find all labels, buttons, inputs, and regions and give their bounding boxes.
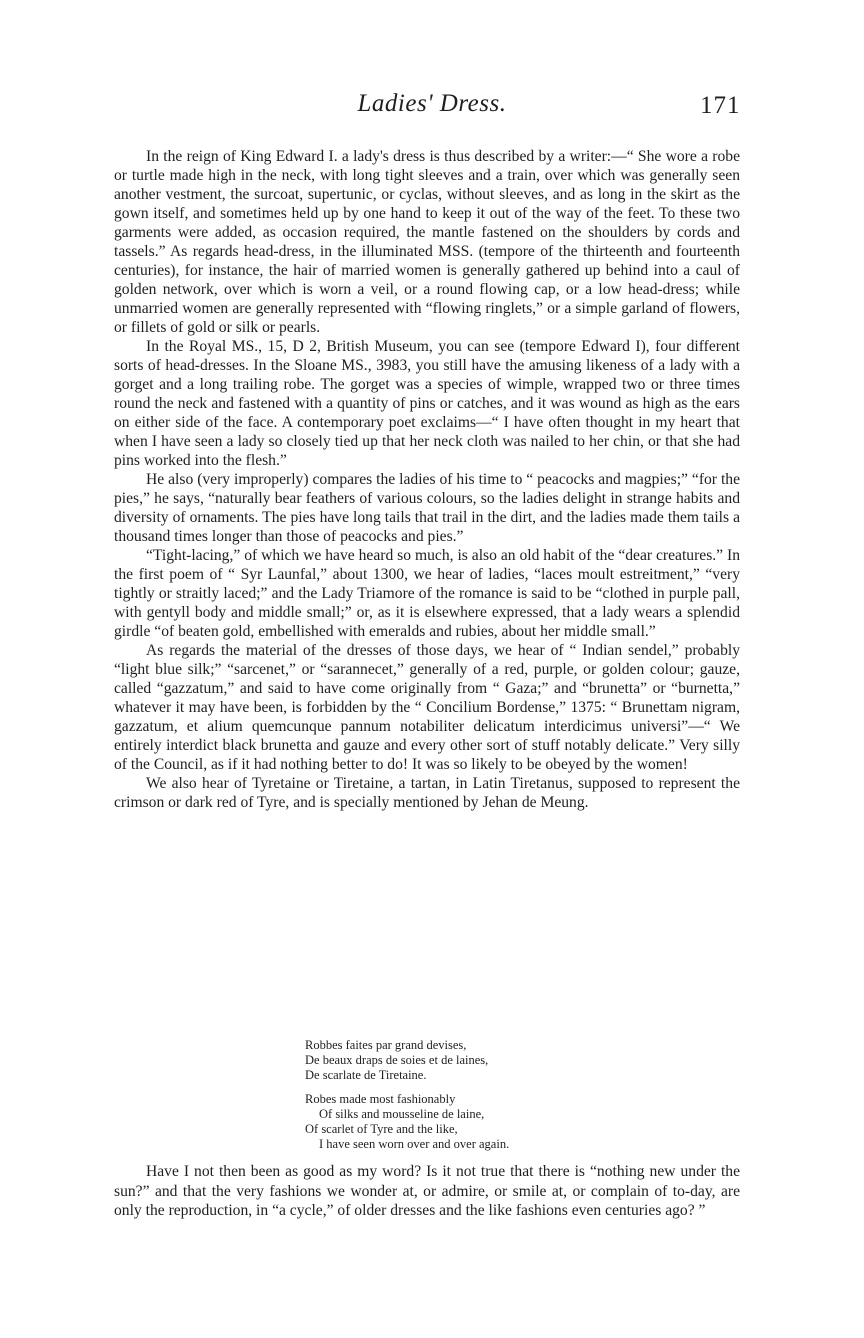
verse-line-english: Of scarlet of Tyre and the like, [305,1121,458,1136]
paragraph: As regards the material of the dresses of those days, we hear of “ Indian sendel,” probably “light blue silk;” “sarcenet,” or “sarannecet,” generally of a red, purple, or golden colour; gauze, called “gazzatum,” and said to have come originally from “ Gaza;” and “brunetta” or “burnetta,” whatever it may have been, is forbidden by the “ Concilium Bordense,” 1375: “ Brunettam nigram, gazzatum, et alium quemcunque pannum notabiliter delicatum interdicimus universi”—“ We entirely interdict black brunetta and gauze and every other sort of stuff notably delicate.” Very silly of the Council, as if it had nothing better to do! It was so likely to be obeyed by the women! [114,642,740,773]
verse-line-english: I have seen worn over and over again. [319,1136,510,1151]
running-title: Ladies' Dress. [357,90,507,117]
paragraph: In the reign of King Edward I. a lady's dress is thus described by a writer:—“ She wore a robe or turtle made high in the neck, with long tight sleeves and a train, over which was generally seen another vestment, the surcoat, supertunic, or cyclas, without sleeves, and as long in the skirt as the gown itself, and sometimes held up by one hand to keep it out of the way of the feet. To these two garments were added, as occasion required, the mantle fastened on the shoulders by cords and tassels.” As regards head-dress, in the illuminated MSS. (tempore of the thirteenth and fourteenth centuries), for instance, the hair of married women is generally gathered up behind into a caul of golden network, over which is worn a veil, or a round flowing cap, or a low head-dress; while unmarried women are generally represented with “flowing ringlets,” or a simple garland of flowers, or fillets of gold or silk or pearls. [114,148,740,336]
article-body [114,147,740,812]
paragraph: “Tight-lacing,” of which we have heard so much, is also an old habit of the “dear creatures.” In the first poem of “ Syr Launfal,” about 1300, we hear of ladies, “laces moult estreitment,” “very tightly or straitly laced;” and the Lady Triamore of the romance is said to be “clothed in purple pall, with gentyll body and middle small;” or, as it is elsewhere expressed, that a lady wears a splendid girdle “of beaten gold, embellished with emeralds and rubies, about her middle small.” [114,547,740,640]
verse-line-french: De beaux draps de soies et de laines, [305,1052,489,1067]
verse-quotation [305,1038,635,1152]
verse-line-english: Of silks and mousseline de laine, [319,1107,485,1122]
closing-paragraph: Have I not then been as good as my word? Is it not true that there is “nothing new under the sun?” and that the very fashions we wonder at, or admire, or smile at, or complain of to-day, are only the reproduction, in “a cycle,” of older dresses and the like fashions even centuries ago? ” [114,1163,740,1219]
paragraph: He also (very improperly) compares the ladies of his time to “ peacocks and magpies;” “for the pies,” he says, “naturally bear feathers of various colours, so the ladies delight in strange habits and diversity of ornaments. The pies have long tails that trail in the dirt, and the ladies made them tails a thousand times longer than those of peacocks and pies.” [114,471,740,545]
verse-line-french: Robbes faites par grand devises, [305,1038,467,1052]
closing-section [114,1162,740,1221]
paragraph: We also hear of Tyretaine or Tiretaine, a tartan, in Latin Tiretanus, supposed to represent the crimson or dark red of Tyre, and is specially mentioned by Jehan de Meung. [114,775,740,811]
paragraph: In the Royal MS., 15, D 2, British Museum, you can see (tempore Edward I), four different sorts of head-dresses. In the Sloane MS., 3983, you still have the amusing likeness of a lady with a gorget and a long trailing robe. The gorget was a species of wimple, wrapped two or three times round the neck and fastened with a quantity of pins or catches, and it was wound as high as the ears on either side of the face. A contemporary poet exclaims—“ I have often thought in my heart that when I have seen a lady so closely tied up that her neck cloth was nailed to her chin, or that she had pins worked into the flesh.” [114,338,740,469]
verse-gap [305,1082,635,1092]
running-header [0,90,864,130]
verse-line-french: De scarlate de Tiretaine. [305,1067,427,1082]
verse-line-english: Robes made most fashionably [305,1092,456,1107]
page-number: 171 [700,92,741,119]
